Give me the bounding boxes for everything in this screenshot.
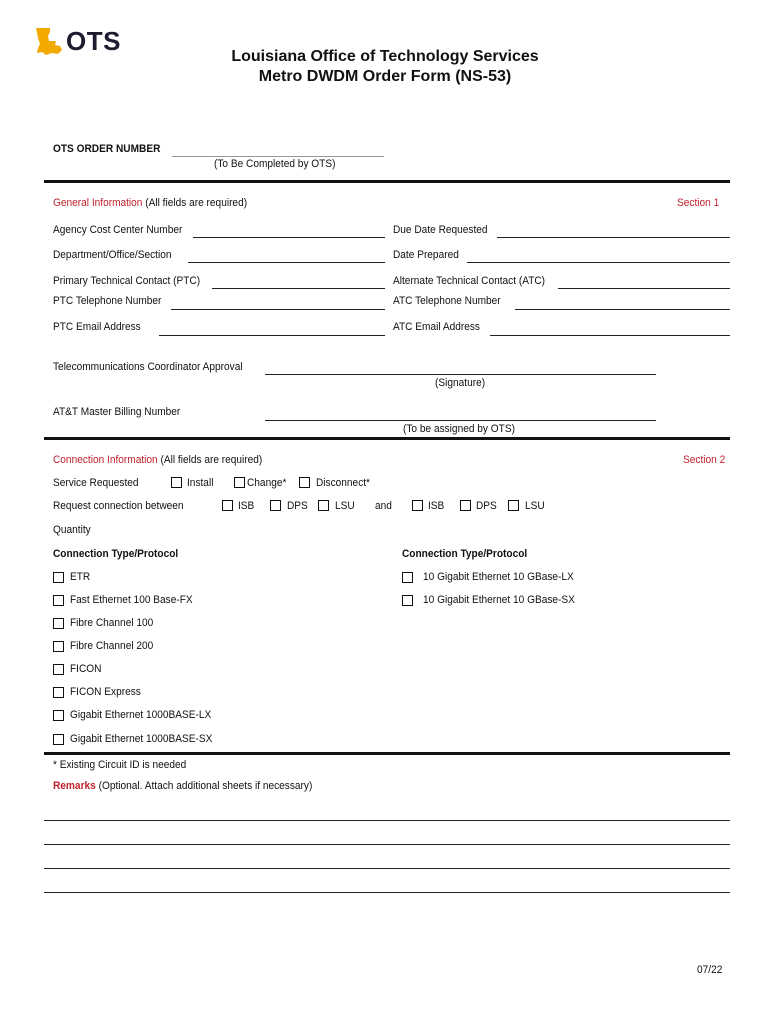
ctp-right-heading: Connection Type/Protocol: [402, 548, 528, 560]
option-10g-sx-checkbox[interactable]: [402, 595, 413, 606]
agency-cost-center-field[interactable]: [193, 237, 385, 238]
order-number-field[interactable]: [172, 156, 384, 157]
coordinator-approval-label: Telecommunications Coordinator Approval: [53, 361, 243, 373]
option-fast-ethernet-checkbox[interactable]: [53, 595, 64, 606]
remarks-line-2[interactable]: [44, 844, 730, 845]
section1-heading: General Information (All fields are required): [53, 197, 248, 209]
option-gbe-sx-label: Gigabit Ethernet 1000BASE-SX: [70, 733, 213, 745]
from-dps-checkbox[interactable]: [270, 500, 281, 511]
order-number-label: OTS ORDER NUMBER: [53, 143, 161, 155]
section1-tag: Section 1: [677, 197, 720, 209]
atc-phone-field[interactable]: [515, 309, 730, 310]
to-isb-label: ISB: [428, 500, 445, 512]
option-fibre-200-checkbox[interactable]: [53, 641, 64, 652]
quantity-label: Quantity: [53, 524, 91, 536]
to-lsu-checkbox[interactable]: [508, 500, 519, 511]
atc-field[interactable]: [558, 288, 730, 289]
ctp-left-heading: Connection Type/Protocol: [53, 548, 179, 560]
option-10g-lx-checkbox[interactable]: [402, 572, 413, 583]
option-etr-label: ETR: [70, 571, 91, 583]
form-version: 07/22: [697, 964, 723, 976]
option-fibre-100-label: Fibre Channel 100: [70, 617, 154, 629]
circuit-id-note: * Existing Circuit ID is needed: [53, 759, 187, 771]
remarks-line-3[interactable]: [44, 868, 730, 869]
att-billing-field[interactable]: [265, 420, 656, 421]
remarks-line-1[interactable]: [44, 820, 730, 821]
department-label: Department/Office/Section: [53, 249, 172, 261]
atc-email-field[interactable]: [490, 335, 730, 336]
form-title-line1: Louisiana Office of Technology Services: [231, 48, 539, 65]
from-isb-label: ISB: [238, 500, 255, 512]
option-fibre-200-label: Fibre Channel 200: [70, 640, 154, 652]
from-dps-label: DPS: [287, 500, 308, 512]
option-gbe-sx-checkbox[interactable]: [53, 734, 64, 745]
agency-cost-center-label: Agency Cost Center Number: [53, 224, 183, 236]
coordinator-signature-field[interactable]: [265, 374, 656, 375]
to-isb-checkbox[interactable]: [412, 500, 423, 511]
option-gbe-lx-label: Gigabit Ethernet 1000BASE-LX: [70, 709, 212, 721]
att-billing-note: (To be assigned by OTS): [403, 423, 515, 435]
date-prepared-field[interactable]: [467, 262, 730, 263]
atc-phone-label: ATC Telephone Number: [393, 295, 501, 307]
disconnect-checkbox[interactable]: [299, 477, 310, 488]
signature-note: (Signature): [435, 377, 486, 389]
att-billing-label: AT&T Master Billing Number: [53, 406, 181, 418]
install-checkbox[interactable]: [171, 477, 182, 488]
ptc-field[interactable]: [212, 288, 385, 289]
to-dps-label: DPS: [476, 500, 497, 512]
ptc-label: Primary Technical Contact (PTC): [53, 275, 201, 287]
option-10g-sx-label: 10 Gigabit Ethernet 10 GBase-SX: [423, 594, 575, 606]
option-gbe-lx-checkbox[interactable]: [53, 710, 64, 721]
option-etr-checkbox[interactable]: [53, 572, 64, 583]
option-ficon-checkbox[interactable]: [53, 664, 64, 675]
to-dps-checkbox[interactable]: [460, 500, 471, 511]
section1-divider: [44, 180, 730, 183]
section2-divider: [44, 437, 730, 440]
change-label: Change*: [247, 477, 287, 489]
option-fibre-100-checkbox[interactable]: [53, 618, 64, 629]
to-lsu-label: LSU: [525, 500, 545, 512]
disconnect-label: Disconnect*: [316, 477, 371, 489]
option-ficon-express-label: FICON Express: [70, 686, 141, 698]
ptc-phone-label: PTC Telephone Number: [53, 295, 162, 307]
order-number-note: (To Be Completed by OTS): [214, 158, 336, 170]
atc-email-label: ATC Email Address: [393, 321, 480, 333]
ptc-email-field[interactable]: [159, 335, 385, 336]
due-date-field[interactable]: [497, 237, 730, 238]
remarks-divider: [44, 752, 730, 755]
remarks-line-4[interactable]: [44, 892, 730, 893]
section2-tag: Section 2: [683, 454, 726, 466]
change-checkbox[interactable]: [234, 477, 245, 488]
logo-text: OTS: [66, 26, 121, 56]
request-between-label: Request connection between: [53, 500, 184, 512]
ptc-email-label: PTC Email Address: [53, 321, 141, 333]
due-date-label: Due Date Requested: [393, 224, 488, 236]
ptc-phone-field[interactable]: [171, 309, 385, 310]
date-prepared-label: Date Prepared: [393, 249, 459, 261]
section2-heading: Connection Information (All fields are required): [53, 454, 263, 466]
option-ficon-express-checkbox[interactable]: [53, 687, 64, 698]
option-ficon-label: FICON: [70, 663, 102, 675]
option-fast-ethernet-label: Fast Ethernet 100 Base-FX: [70, 594, 193, 606]
from-lsu-checkbox[interactable]: [318, 500, 329, 511]
option-10g-lx-label: 10 Gigabit Ethernet 10 GBase-LX: [423, 571, 574, 583]
form-title-line2: Metro DWDM Order Form (NS-53): [258, 68, 512, 85]
service-requested-label: Service Requested: [53, 477, 139, 489]
and-label: and: [375, 500, 392, 512]
atc-label: Alternate Technical Contact (ATC): [393, 275, 546, 287]
from-lsu-label: LSU: [335, 500, 355, 512]
department-field[interactable]: [188, 262, 385, 263]
remarks-heading: Remarks (Optional. Attach additional sheets if necessary): [53, 780, 313, 792]
from-isb-checkbox[interactable]: [222, 500, 233, 511]
install-label: Install: [187, 477, 214, 489]
